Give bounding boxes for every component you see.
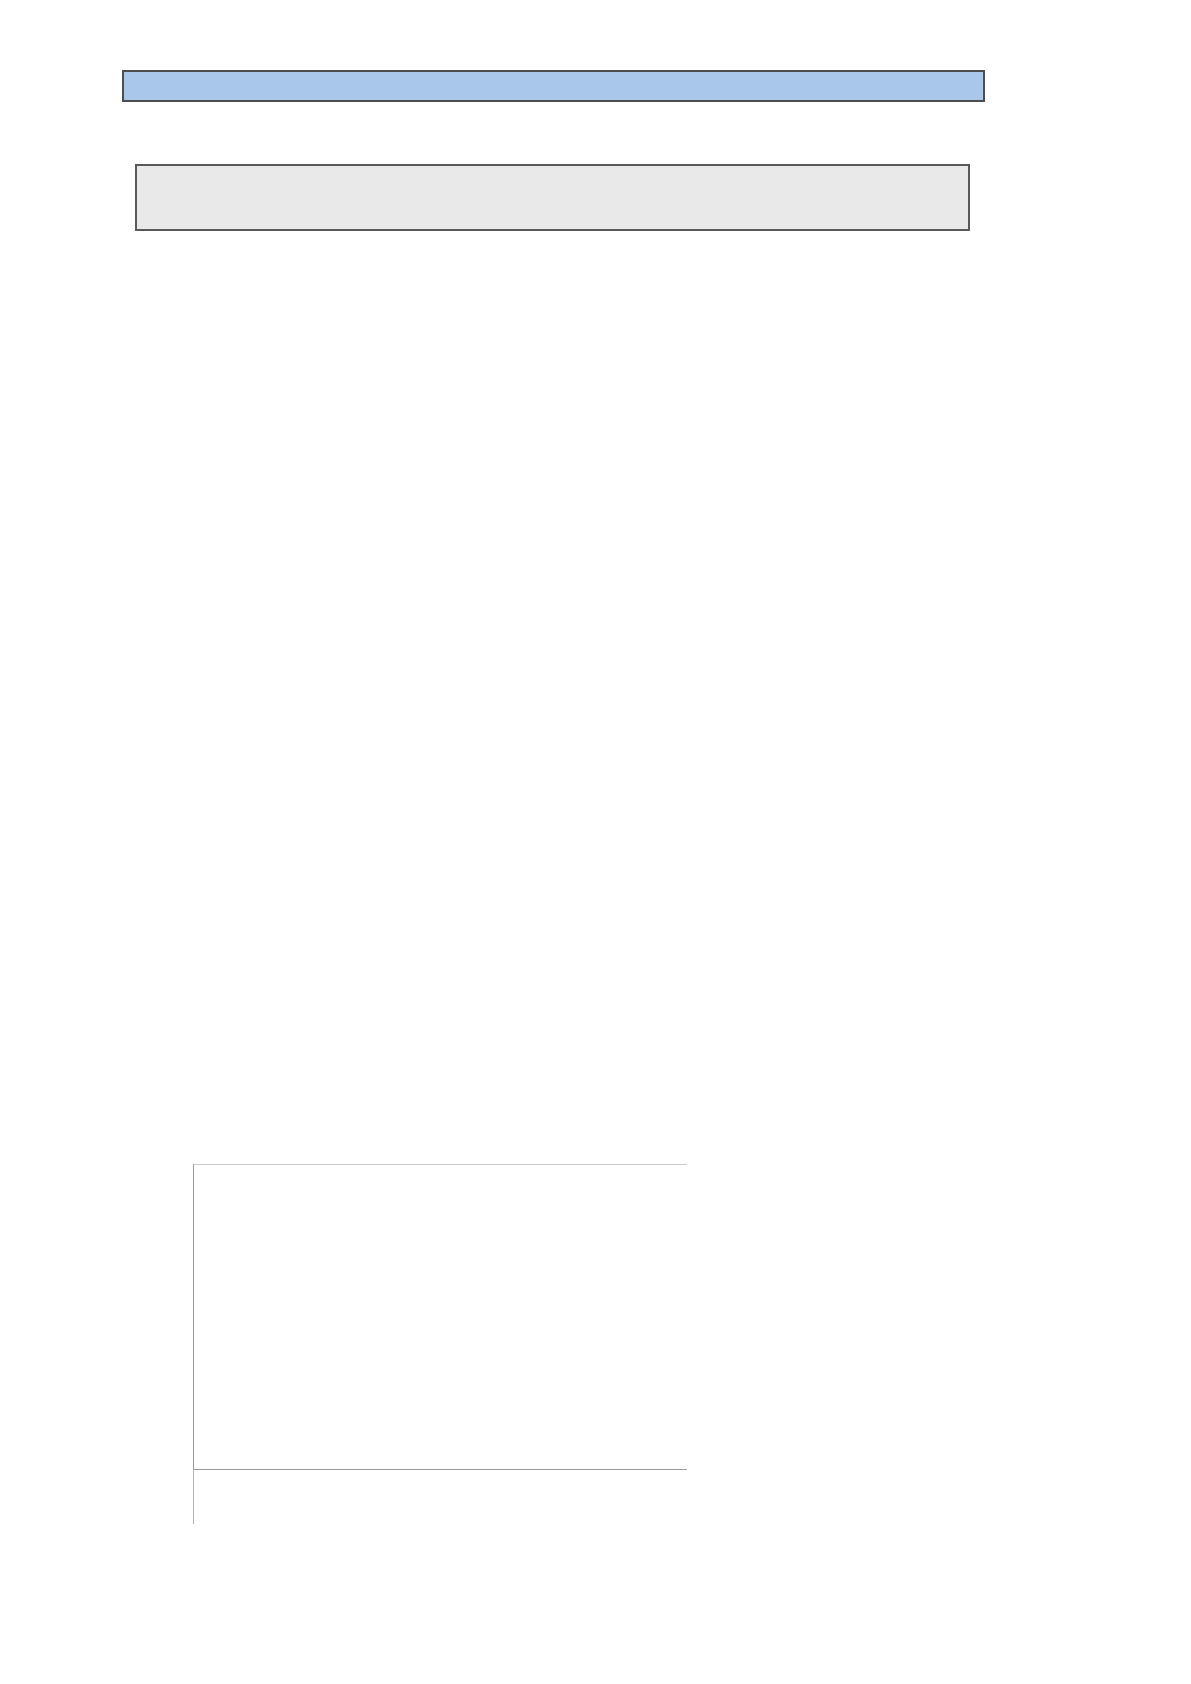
cost-comparison-box: [135, 164, 970, 231]
y-axis-ticks: [163, 1164, 193, 1470]
main-text-column: [135, 134, 965, 231]
y-axis-label: [145, 1164, 163, 1470]
energy-consumption-chart: [145, 1130, 687, 1524]
chart-body: [145, 1164, 687, 1524]
plot-area: [193, 1164, 687, 1470]
x-axis-labels: [193, 1470, 687, 1524]
document-header-bar: [122, 70, 985, 102]
plot-column: [193, 1164, 687, 1524]
